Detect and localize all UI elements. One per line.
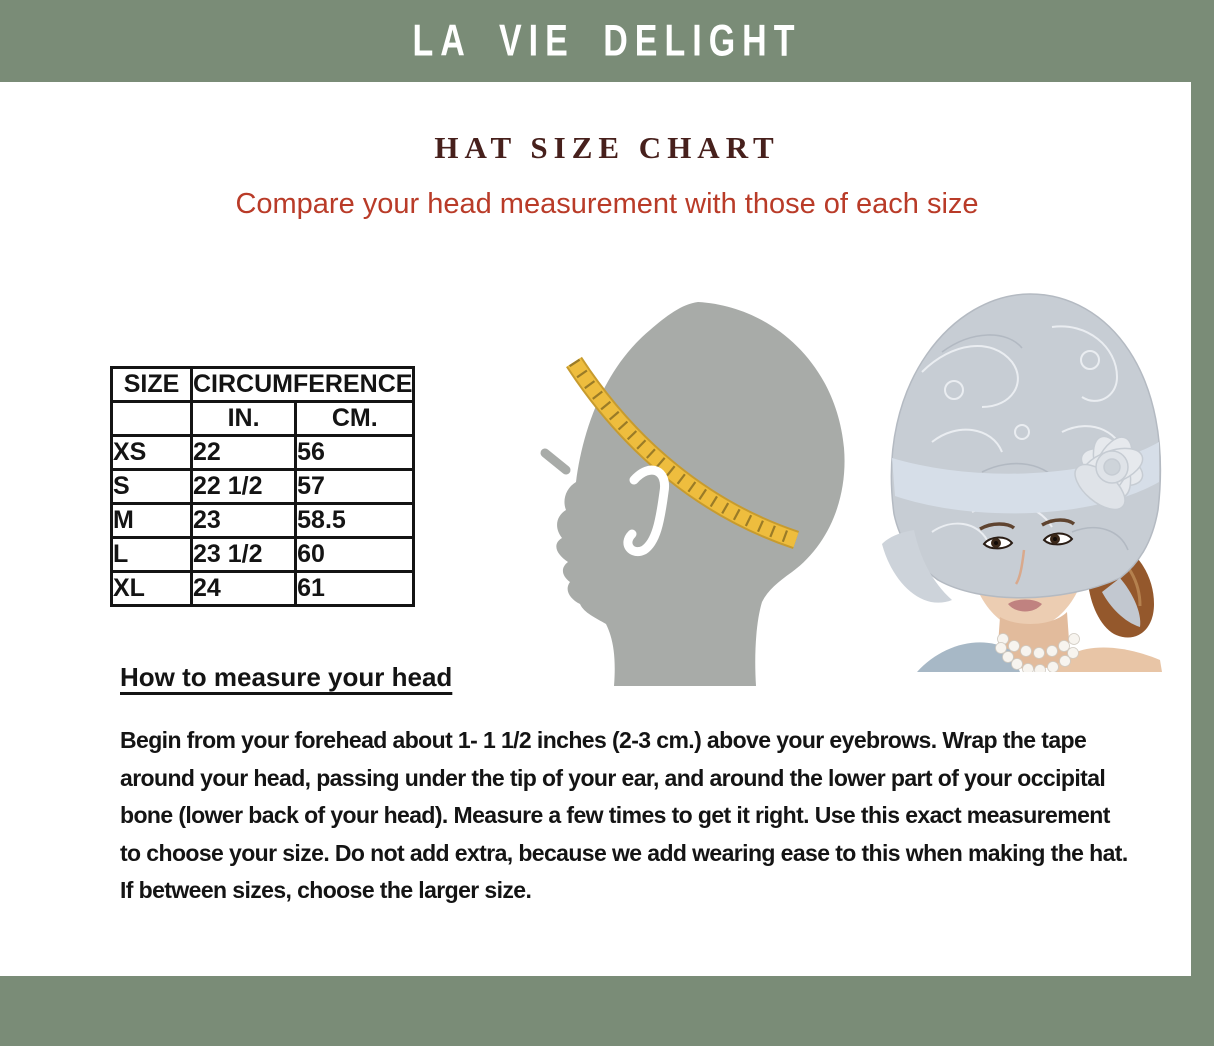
head-measure-illustration <box>538 298 856 686</box>
left-pupil <box>994 541 998 545</box>
centimeters-cell: 57 <box>296 470 414 504</box>
right-pupil <box>1053 537 1057 541</box>
col-header-circumference: CIRCUMFERENCE <box>192 368 414 402</box>
table-subheader-row <box>112 402 414 436</box>
col-header-inches: IN. <box>192 402 296 436</box>
table-row <box>112 572 414 606</box>
table-header-row <box>112 368 414 402</box>
head-silhouette-icon <box>538 298 856 686</box>
bottom-banner <box>0 976 1214 1046</box>
table-row <box>112 504 414 538</box>
brand-logo-text: LA VIE DELIGHT <box>412 15 802 66</box>
model-photo <box>862 282 1192 672</box>
size-cell: XL <box>112 572 192 606</box>
eyelash-stub <box>545 453 566 470</box>
size-cell: S <box>112 470 192 504</box>
col-header-centimeters: CM. <box>296 402 414 436</box>
instruction-line: to choose your size. Do not add extra, because we add wearing ease to this when making the hat. <box>120 839 1128 866</box>
brand-banner <box>0 0 1214 82</box>
inches-cell: 22 <box>192 436 296 470</box>
woman-in-cloche-hat-illustration <box>862 282 1192 672</box>
size-chart-table <box>110 366 415 607</box>
col-header-size: SIZE <box>112 368 192 402</box>
page-subtitle: Compare your head measurement with those of each size <box>235 188 979 220</box>
centimeters-cell: 60 <box>296 538 414 572</box>
howto-heading: How to measure your head <box>120 662 453 692</box>
size-cell: M <box>112 504 192 538</box>
instruction-line: bone (lower back of your head). Measure a few times to get it right. Use this exact measurement <box>120 802 1110 829</box>
instruction-line: around your head, passing under the tip of your ear, and around the lower part of your occipital <box>120 764 1106 791</box>
table-row <box>112 538 414 572</box>
instructions-paragraph <box>120 722 1180 910</box>
size-cell: L <box>112 538 192 572</box>
centimeters-cell: 58.5 <box>296 504 414 538</box>
inches-cell: 23 <box>192 504 296 538</box>
instruction-line: Begin from your forehead about 1- 1 1/2 inches (2-3 cm.) above your eyebrows. Wrap the tape <box>120 727 1087 753</box>
centimeters-cell: 56 <box>296 436 414 470</box>
inches-cell: 24 <box>192 572 296 606</box>
size-cell: XS <box>112 436 192 470</box>
col-header-blank <box>112 402 192 436</box>
inches-cell: 22 1/2 <box>192 470 296 504</box>
table-row <box>112 436 414 470</box>
table-row <box>112 470 414 504</box>
instruction-line: If between sizes, choose the larger size. <box>120 877 532 904</box>
page-title: HAT SIZE CHART <box>434 130 780 165</box>
inches-cell: 23 1/2 <box>192 538 296 572</box>
centimeters-cell: 61 <box>296 572 414 606</box>
